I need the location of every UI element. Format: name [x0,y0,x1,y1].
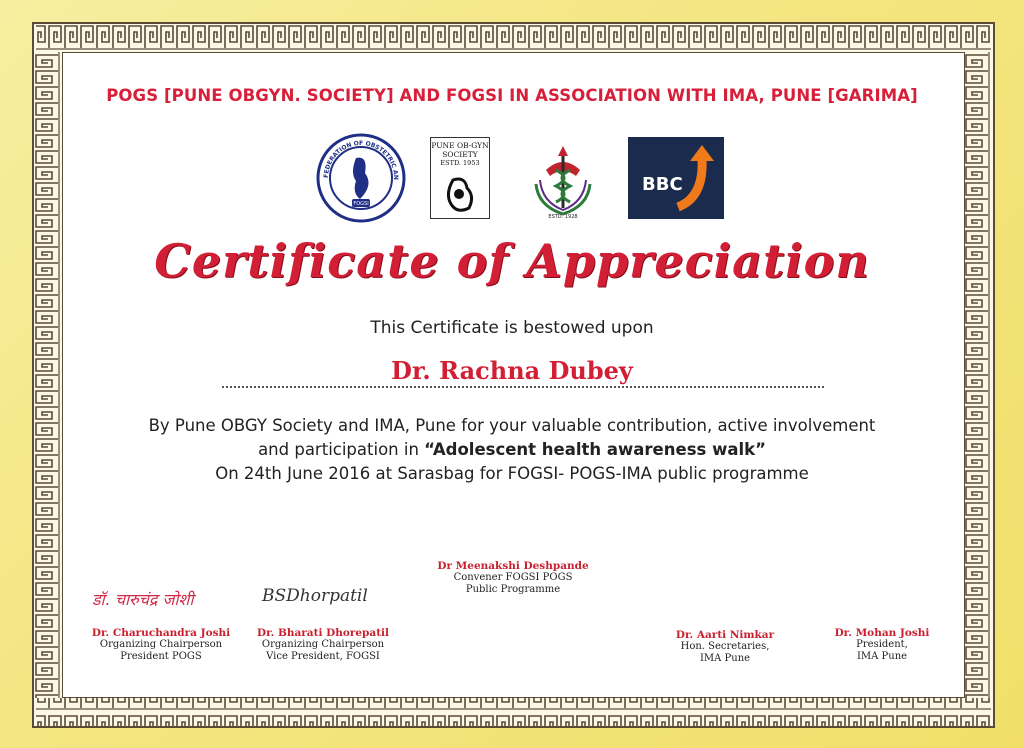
bestowed-text: This Certificate is bestowed upon [370,318,654,338]
signatory-name: Dr. Charuchandra Joshi [91,627,231,639]
fogsi-seal-logo [316,133,406,223]
signatory-role: IMA Pune [699,653,751,664]
recipient-dotted-line [222,386,824,388]
certificate-title: Certificate of Appreciation [154,234,870,288]
svg-text:FOGSI: FOGSI [353,201,369,207]
signatory-role: Organizing Chairperson [99,639,223,650]
signatory-name: Dr. Aarti Nimkar [675,629,775,641]
pogs-logo-line1: PUNE OB-GYN [431,141,489,150]
organizers-heading: POGS [PUNE OBGYN. SOCIETY] AND FOGSI IN ASSOCIATION WITH IMA, PUNE [GARIMA] [106,86,918,105]
description-line-2-prefix: and participation in [258,440,425,459]
signatory-role: Public Programme [465,584,561,595]
signatory-role: Hon. Secretaries, [680,641,770,652]
description-line-3: On 24th June 2016 at Sarasbag for FOGSI- POGS-IMA public programme [215,464,809,483]
signature-charuchandra-joshi: डॉ. चारुचंद्र जोशी [92,590,194,609]
signatory-name: Dr. Mohan Joshi [834,627,930,639]
signatory-name: Dr. Bharati Dhorepatil [256,627,390,639]
ima-caduceus-emblem [528,140,598,220]
signature-bharati-dhorepatil: BSDhorpatil [262,586,368,606]
signatory-charuchandra-joshi [76,627,246,663]
svg-text:ESTD. 1928: ESTD. 1928 [548,214,578,220]
signatory-role: President, [856,639,908,650]
description-line-1: By Pune OBGY Society and IMA, Pune for your valuable contribution, active involvement [148,416,876,435]
signatory-meenakshi-deshpande [428,560,598,596]
signatory-name: Dr Meenakshi Deshpande [437,560,589,572]
svg-text:BBC: BBC [642,174,683,195]
signatory-role: President POGS [120,651,202,662]
signatory-role: IMA Pune [856,651,908,662]
signatory-role: Organizing Chairperson [261,639,385,650]
event-name: “Adolescent health awareness walk” [424,440,766,459]
description-line-2 [0,438,1024,462]
signatory-role: Vice President, FOGSI [266,651,380,662]
bbc-arrow-logo [628,137,724,219]
pune-obgyn-society-logo [430,137,490,219]
svg-text:FEDERATION OF OBSTETRIC AND GY: FEDERATION OF OBSTETRIC AN [322,139,400,180]
recipient-name: Dr. Rachna Dubey [391,356,633,385]
signatory-bharati-dhorepatil [238,627,408,663]
signatory-role: Convener FOGSI POGS [453,572,573,583]
certificate-description [0,414,1024,486]
signatory-aarti-nimkar [650,629,800,665]
pogs-logo-line2: SOCIETY [442,150,478,159]
signatory-mohan-joshi [812,627,952,663]
pogs-logo-line3: ESTD. 1953 [440,159,480,167]
